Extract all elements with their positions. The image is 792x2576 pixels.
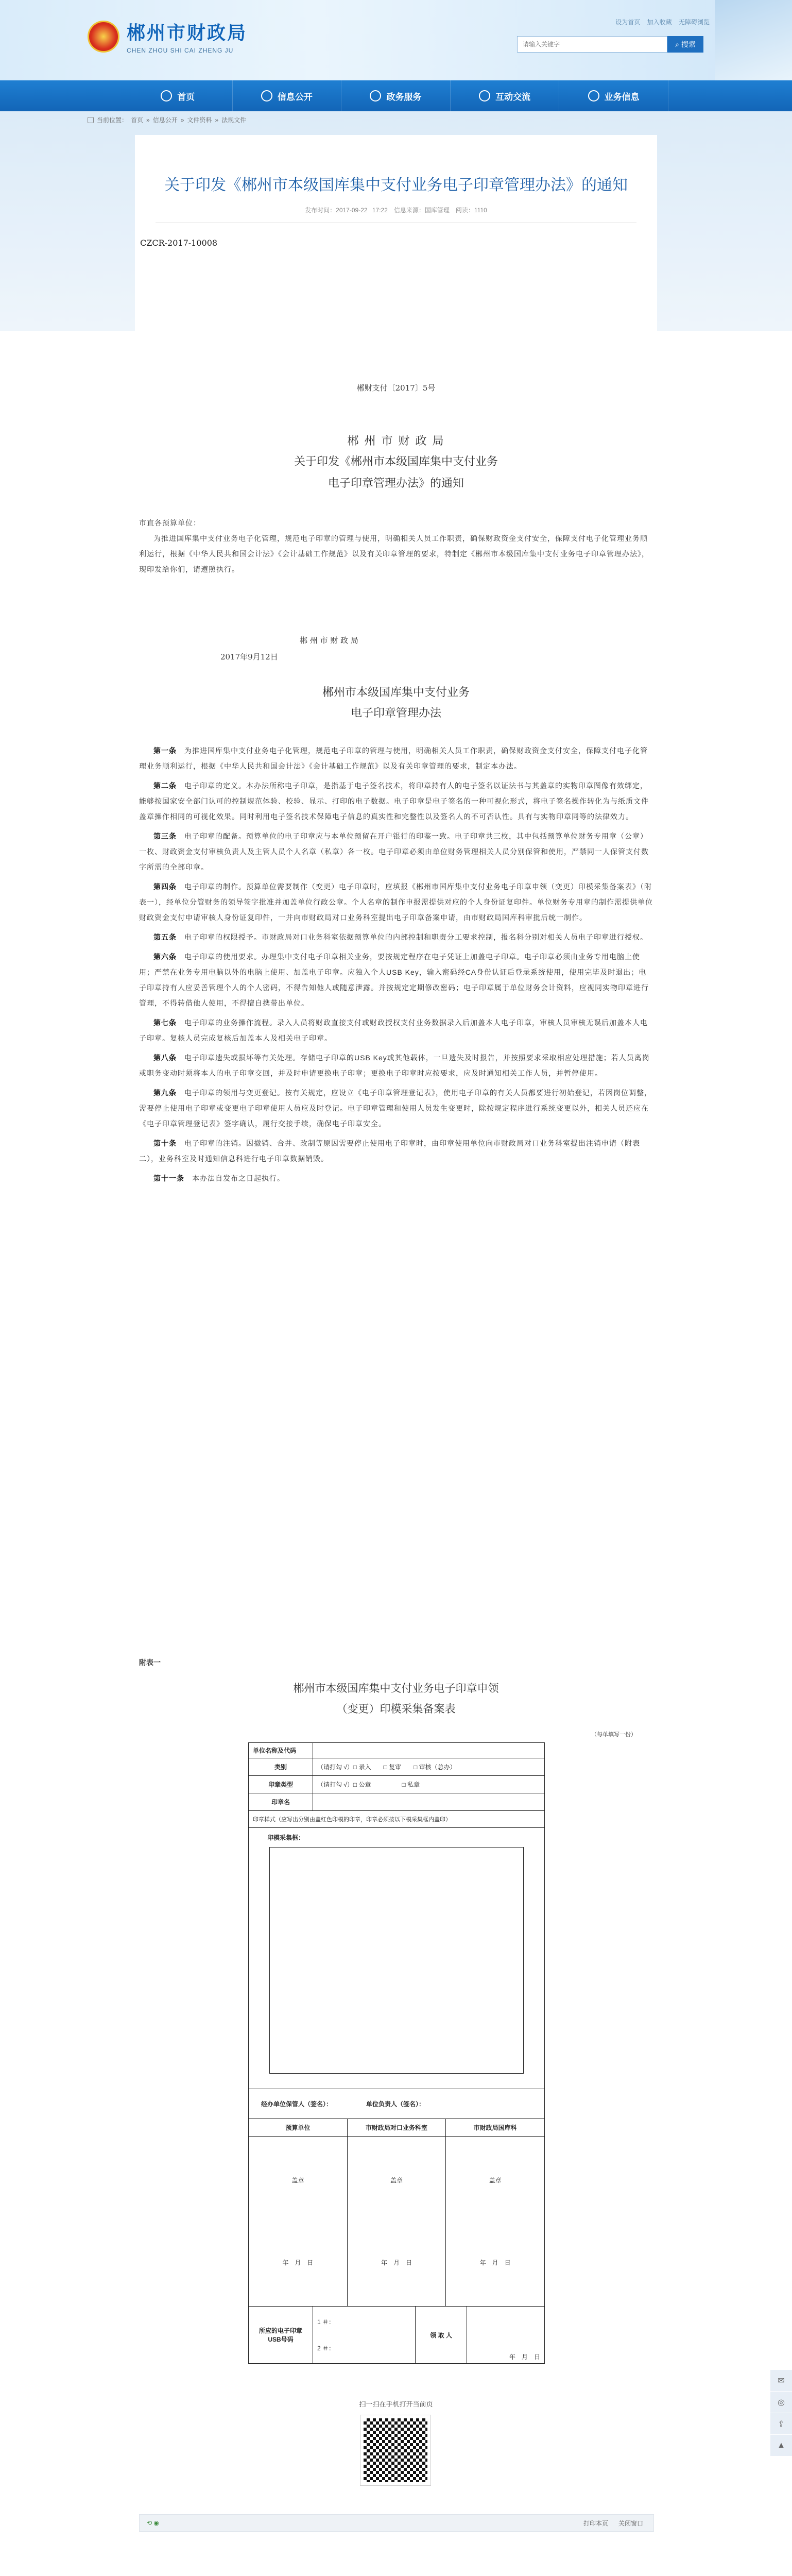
- article-card: [135, 135, 657, 331]
- site-header: [0, 0, 792, 80]
- rules-title-2: 电子印章管理办法: [350, 707, 441, 720]
- intro-paragraph: 为推进国库集中支付业务电子化管理，规范电子印章的管理与使用，明确相关人员工作职责，确保财政资金支付安全，保障支付电子化管理业务顺利运行，根据《中华人民共和国会计法》《会计基础工作规范》以及有关印章管理的要求，特制定《郴州市本级国库集中支付业务电子印章管理办法》，现印发给你们，请遵照执行。: [139, 534, 649, 573]
- nav-home[interactable]: 首页: [124, 80, 233, 111]
- qr-caption: 扫一扫在手机打开当前页: [359, 2400, 433, 2408]
- clause-text: 电子印章的注销。因撤销、合并、改制等原因需要停止使用电子印章时，由印章使用单位向市财政局对口业务科室提出注销申请（附表二），业务科室及时通知信息科进行电子印章数据销毁。: [139, 1139, 640, 1163]
- city-skyline-decoration: [715, 0, 792, 80]
- national-emblem-icon: [88, 21, 119, 53]
- article-clause: [139, 879, 654, 925]
- form-title-1: 郴州市本级国库集中支付业务电子印章申领: [293, 1682, 499, 1694]
- search-input[interactable]: [517, 36, 667, 53]
- clause-text: 电子印章的配备。预算单位的电子印章应与本单位预留在开户银行的印鉴一致。电子印章共三枚，其中包括预算单位财务专用章（公章）一枚、财政资金支付审核负责人及主管人员个人名章（私章）各一枚。电子印章必须由单位财务管理相关人员分别保管和使用，严禁同一人保管支付数字所需的全部印章。: [139, 832, 649, 871]
- qr-code: [360, 2415, 431, 2485]
- article-meta: 发布时间：2017-09-22 17:22 信息来源：国库管理 阅读：1110: [305, 207, 487, 214]
- clause-text: 为推进国库集中支付业务电子化管理，规范电子印章的管理与使用，明确相关人员工作职责，确保财政资金支付安全，保障支付电子化管理业务顺利运行，根据《中华人民共和国会计法》《会计基础工作规范》以及有关印章管理的要求，制定本办法。: [139, 747, 648, 770]
- rules-title-1: 郴州市本级国库集中支付业务: [322, 686, 470, 699]
- annex-label: 附表一: [139, 1658, 161, 1667]
- site-name: 郴州市财政局: [127, 22, 248, 44]
- salutation: 市直各预算单位：: [139, 519, 201, 527]
- site-name-en: CHEN ZHOU SHI CAI ZHENG JU: [127, 47, 234, 54]
- nav-info-disclosure[interactable]: 信息公开: [233, 80, 342, 111]
- article-toolbar: [139, 2514, 654, 2532]
- document-code: CZCR-2017-10008: [140, 238, 218, 248]
- clause-text: 电子印章的使用要求。办理集中支付电子印章相关业务，要按规定程序在电子凭证上加盖电子印章。电子印章必须由业务专用电脑上使用；严禁在业务专用电脑以外的电脑上使用、加盖电子印章。应独入个人USB Key，输入密码经CA身份认证后登录系统使用，使用完毕及时退出；电子印章持有人应妥善管理个人的个人密码，不得告知他人或随意泄露。并按规定定期修改密码；电子印章属于单位财务会计资料，应视同实物印章进行管理，不得转借他人使用，不得擅自携带出单位。: [139, 953, 649, 1007]
- notice-title-2: 电子印章管理办法》的通知: [328, 477, 464, 490]
- clause-number: 第七条: [153, 1019, 177, 1027]
- clause-number: 第三条: [153, 832, 177, 840]
- crumb-info[interactable]: 信息公开: [152, 116, 178, 124]
- share-icon[interactable]: ⟲ ◉: [147, 2519, 159, 2527]
- article-clause: [139, 1085, 654, 1131]
- close-window-button[interactable]: 关闭窗口: [618, 2519, 643, 2527]
- form-title-2: （变更）印模采集备案表: [336, 1703, 456, 1715]
- nav-interaction[interactable]: 互动交流: [451, 80, 560, 111]
- wechat-icon[interactable]: ✉: [770, 2370, 792, 2392]
- article-clause: [139, 929, 654, 945]
- issuer: 郴 州 市 财 政 局: [347, 435, 445, 448]
- clause-number: 第一条: [153, 747, 177, 755]
- crumb-files[interactable]: 文件资料: [187, 116, 212, 124]
- seal-application-form: 单位名称及代码 类别 （请打勾 √）□ 录入 □ 复审 □ 审核（总办） 印章类型 （请打勾 √）□ 公章 □ 私章 印章名 印章样式（应写出分别由盖红色印模的印章，印章必须按以下模采集框内盖印） 印模采集框： 经办单位保管人（签名）： 单位负责人（签名）： 预算单位 市财政局对口业务科室 市财政局国库科 盖章 年 月 日 盖章 年 月 日 盖章 年 月 日 所应的电子印章USB号码 1 ＃： 2 ＃： 领 取 人 年 月 日: [248, 1742, 545, 2364]
- article-clause: [139, 1050, 654, 1081]
- article-clause: [139, 828, 654, 875]
- accessibility-link[interactable]: 无障碍浏览: [678, 19, 710, 26]
- sign-date: 2017年9月12日: [220, 652, 278, 662]
- clause-text: 电子印章的领用与变更登记。按有关规定，应设立《电子印章管理登记表》，使用电子印章的有关人员都要进行初始登记，若因岗位调整，需要停止使用电子印章或变更电子印章使用人员应及时登记。电子印章管理和使用人员发生变更时，除按规定程序进行系统变更以外，相关人员还应在《电子印章管理登记表》签字确认，履行交接手续，确保电子印章安全。: [139, 1089, 652, 1128]
- search-icon: ⌕: [675, 40, 679, 48]
- document-icon: [261, 90, 272, 101]
- main-nav: [0, 80, 792, 111]
- clause-text: 电子印章的业务操作流程。录入人员将财政直接支付或财政授权支付业务数据录入后加盖本人电子印章，审核人员审核无误后加盖本人电子印章。复核人员完成复核后加盖本人及相关电子印章。: [139, 1019, 648, 1042]
- article-clause: [139, 778, 654, 824]
- chat-icon: [479, 90, 490, 101]
- article-list: [139, 743, 654, 1190]
- clause-text: 电子印章遗失或损坏等有关处理。存储电子印章的USB Key或其他载体，一旦遗失及时报告，并按照要求采取相应处理措施；若人员离岗或职务变动时须将本人的电子印章交回，并及时申请更换电子印章；更换电子印章时应按要求，应及时通知相关工作人员，并暂停使用。: [139, 1054, 650, 1077]
- crumb-home[interactable]: 首页: [131, 116, 144, 124]
- add-favorite-link[interactable]: 加入收藏: [647, 19, 672, 26]
- share-side-icon[interactable]: ⇪: [770, 2413, 792, 2435]
- service-icon: [370, 90, 381, 101]
- form-note: （每单填写一份）: [591, 1732, 636, 1738]
- clause-number: 第十一条: [153, 1174, 184, 1182]
- top-links: [610, 18, 710, 26]
- clause-number: 第八条: [153, 1054, 177, 1062]
- clause-number: 第六条: [153, 953, 177, 961]
- doc-number: 郴财支付〔2017〕5号: [356, 383, 436, 393]
- article-clause: [139, 1136, 654, 1166]
- print-button[interactable]: 打印本页: [583, 2519, 608, 2527]
- crumb-laws[interactable]: 法规文件: [221, 116, 247, 124]
- clause-text: 电子印章的制作。预算单位需要制作（变更）电子印章时，应填报《郴州市国库集中支付业务电子印章申领（变更）印模采集备案表》（附表一），经单位分管财务的领导签字批准并加盖单位行政公章。个人名章的制作申报需提供对应的个人身份证复印件。单位财务专用章的制作需提供单位财政资金支付申请审核人身份证复印件，一并向市财政局对口业务科室提出电子印章备案申请，由市财政局国库科审批后统一制作。: [139, 883, 653, 922]
- clause-number: 第二条: [153, 782, 177, 790]
- set-homepage-link[interactable]: 设为首页: [615, 19, 641, 26]
- clause-number: 第四条: [153, 883, 177, 891]
- clause-text: 电子印章的定义。本办法所称电子印章，是指基于电子签名技术，将印章持有人的电子签名以证法书与其盖章的实物印章图像有效绑定，能够按国家安全部门认可的控制规范体验、校验、显示、打印的电子数据。电子印章是电子签名的一种可视化形式，将电子签名操作转化为与纸质文件盖章操作相同的可视化效果。同时利用电子签名技术保障电子信息的真实性和完整性以及签名人的不可否认性。具有与实物印章同等的法律效力。: [139, 782, 649, 821]
- site-logo[interactable]: [88, 19, 247, 54]
- nav-services[interactable]: 政务服务: [341, 80, 451, 111]
- clause-text: 本办法自发布之日起执行。: [192, 1174, 285, 1182]
- article-clause: [139, 743, 654, 774]
- briefcase-icon: [588, 90, 599, 101]
- clause-number: 第十条: [153, 1139, 177, 1147]
- seal-impression-box: [269, 1847, 524, 2074]
- nav-business[interactable]: 业务信息: [559, 80, 668, 111]
- clause-number: 第九条: [153, 1089, 177, 1097]
- article-clause: [139, 949, 654, 1011]
- clause-text: 电子印章的权限授予。市财政局对口业务科室依据预算单位的内部控制和职责分工要求控制，报名科分别对相关人员电子印章进行授权。: [184, 933, 648, 941]
- home-icon: [161, 90, 172, 101]
- article-clause: [139, 1015, 654, 1046]
- back-to-top-icon[interactable]: ▲: [770, 2435, 792, 2456]
- search-box: [517, 36, 703, 53]
- weibo-icon[interactable]: ◎: [770, 2392, 792, 2413]
- sign-org: 郴 州 市 财 政 局: [300, 636, 358, 645]
- home-small-icon: [88, 117, 94, 123]
- floating-toolbar: [770, 2370, 792, 2456]
- notice-title-1: 关于印发《郴州市本级国库集中支付业务: [294, 455, 498, 468]
- breadcrumb: 当前位置： 首页 » 信息公开 » 文件资料 » 法规文件: [88, 115, 246, 124]
- search-button[interactable]: ⌕ 搜索: [667, 36, 703, 53]
- article-clause: [139, 1171, 654, 1186]
- clause-number: 第五条: [153, 933, 177, 941]
- page-title: 关于印发《郴州市本级国库集中支付业务电子印章管理办法》的通知: [164, 177, 628, 194]
